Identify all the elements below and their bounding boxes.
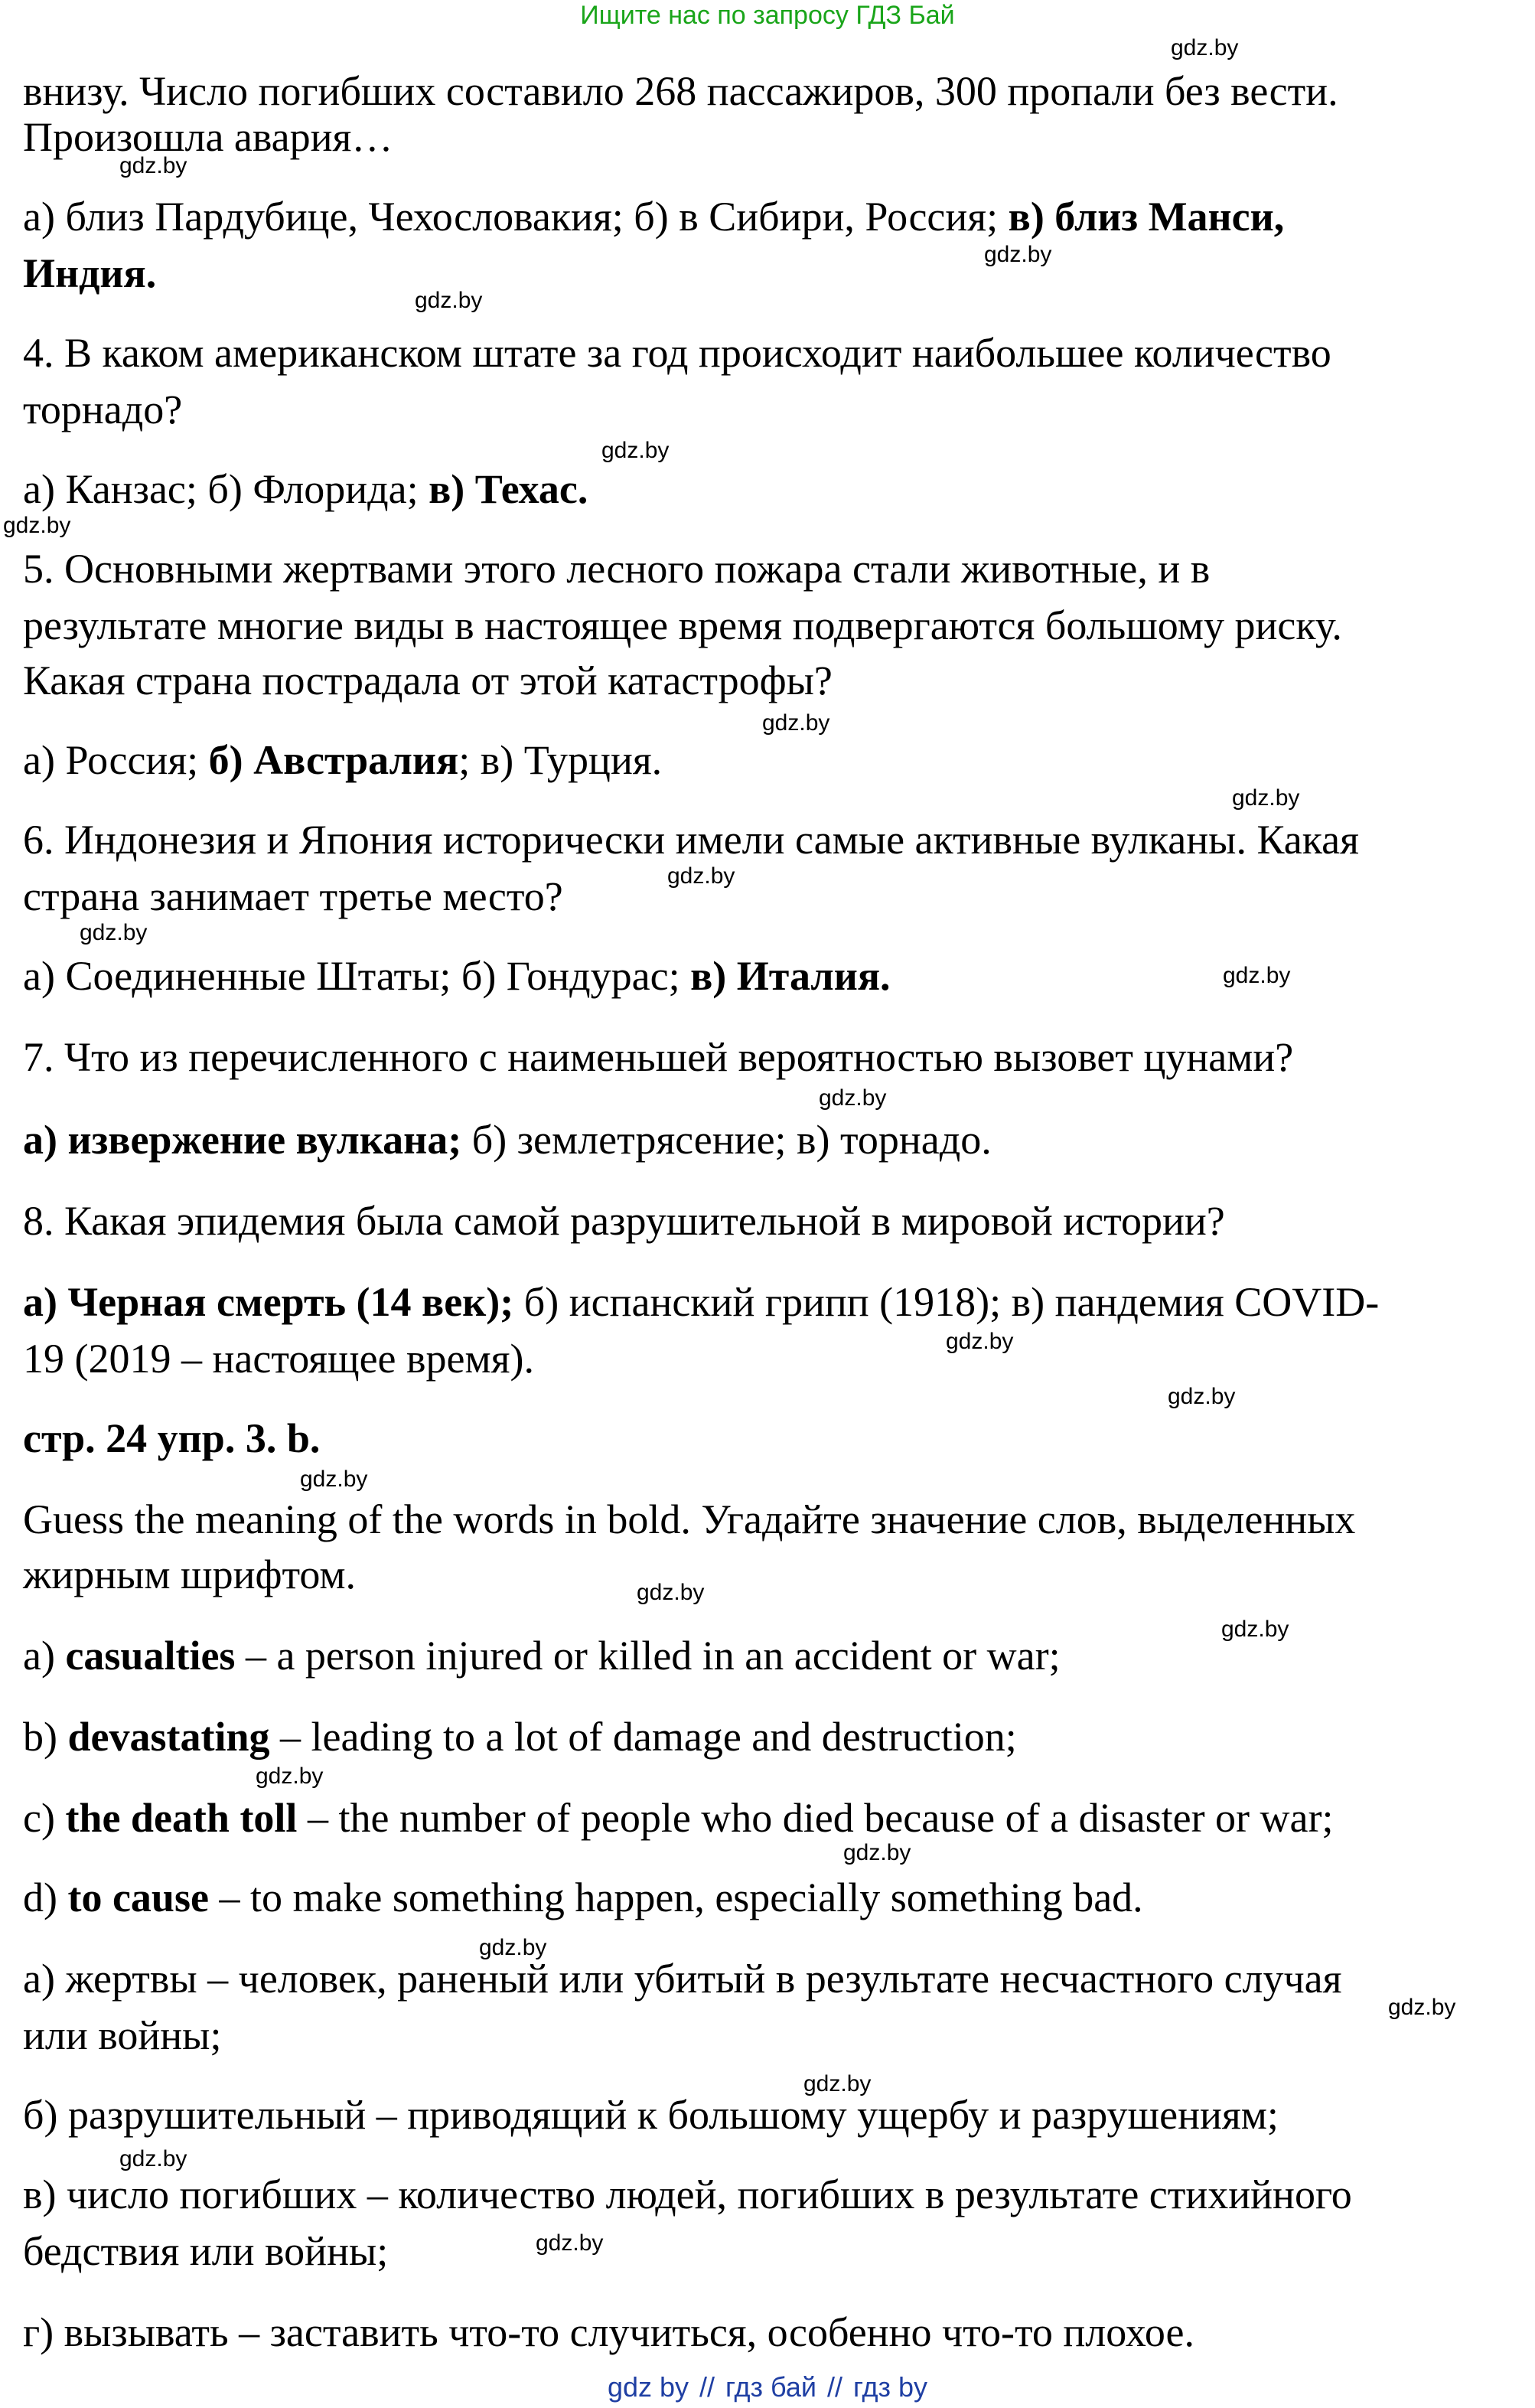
answer-line (23, 188, 1284, 245)
watermark-text: gdz.by (1221, 1617, 1289, 1642)
watermark-text: gdz.by (762, 710, 830, 736)
question-line: результате многие виды в настоящее время подвергаются большому риску. (23, 602, 1342, 648)
answer-line (23, 732, 662, 788)
answer-line (23, 1274, 1379, 1330)
defined-term: casualties (65, 1633, 236, 1679)
correct-answer: а) извержение вулкана; (23, 1117, 462, 1163)
watermark-text: gdz.by (80, 920, 148, 945)
answer-options: б) испанский грипп (1918); в) пандемия COVID- (513, 1279, 1380, 1325)
correct-answer: в) Техас. (429, 466, 588, 512)
question-line: страна занимает третье место? (23, 873, 563, 919)
watermark-text: gdz.by (803, 2071, 872, 2096)
correct-answer: в) Италия. (690, 953, 891, 999)
watermark-text: gdz.by (1171, 35, 1239, 60)
watermark-text: gdz.by (479, 1935, 547, 1960)
definition-text: – the number of people who died because of a disaster or war; (297, 1795, 1334, 1841)
definition-marker: a) (23, 1633, 66, 1679)
watermark-text: gdz.by (300, 1467, 368, 1492)
answer-options: а) Соединенные Штаты; б) Гондурас; (23, 953, 691, 999)
watermark-text: gdz.by (843, 1840, 911, 1865)
question-line: 5. Основными жертвами этого лесного пожара стали животные, и в (23, 546, 1211, 592)
task-line: Guess the meaning of the words in bold. Угадайте значение слов, выделенных (23, 1496, 1356, 1542)
answer-line (23, 461, 588, 517)
definition-text: – leading to a lot of damage and destruction; (269, 1714, 1017, 1760)
question-line: торнадо? (23, 387, 183, 432)
watermark-text: gdz.by (1232, 785, 1300, 811)
definition-marker: c) (23, 1795, 66, 1841)
definition-line (23, 1869, 1143, 1926)
translation-line: в) число погибших – количество людей, погибших в результате стихийного (23, 2171, 1352, 2217)
answer-options: а) близ Пардубице, Чехословакия; б) в Сибири, Россия; (23, 194, 1009, 240)
definition-marker: d) (23, 1875, 68, 1920)
translation-line: а) жертвы – человек, раненый или убитый в результате несчастного случая (23, 1956, 1342, 2002)
watermark-text: gdz.by (1168, 1384, 1236, 1409)
site-header-banner[interactable]: Ищите нас по запросу ГДЗ Бай (580, 1, 955, 30)
definition-line (23, 1627, 1061, 1684)
question-line: 8. Какая эпидемия была самой разрушительной в мировой истории? (23, 1198, 1225, 1244)
answer-options: ; в) Турция. (458, 737, 663, 783)
definition-text: – to make something happen, especially something bad. (208, 1875, 1143, 1920)
watermark-text: gdz.by (1388, 1995, 1456, 2020)
translation-line: бедствия или войны; (23, 2228, 389, 2274)
exercise-heading: стр. 24 упр. 3. b. (23, 1415, 321, 1461)
question-line: 7. Что из перечисленного с наименьшей вероятностью вызовет цунами? (23, 1034, 1294, 1080)
watermark-text: gdz.by (601, 438, 670, 463)
definition-line (23, 1790, 1334, 1846)
defined-term: to cause (67, 1875, 209, 1920)
translation-line: г) вызывать – заставить что-то случиться, особенно что-то плохое. (23, 2309, 1194, 2355)
watermark-text: gdz.by (984, 242, 1052, 267)
definition-text: – a person injured or killed in an accident or war; (235, 1633, 1061, 1679)
defined-term: devastating (67, 1714, 270, 1760)
answer-line (23, 948, 891, 1004)
translation-line: или войны; (23, 2012, 222, 2058)
footer-separator: // (826, 2371, 842, 2403)
correct-answer: Индия. (23, 250, 157, 296)
text-line: Произошла авария… (23, 114, 393, 160)
task-line: жирным шрифтом. (23, 1551, 357, 1597)
watermark-text: gdz.by (637, 1580, 705, 1605)
watermark-text: gdz.by (946, 1329, 1014, 1354)
watermark-text: gdz.by (256, 1764, 324, 1789)
watermark-text: gdz.by (667, 863, 735, 889)
footer-link-gdz-by-mixed[interactable]: гдз by (853, 2371, 928, 2403)
translation-line: б) разрушительный – приводящий к большому ущербу и разрушениям; (23, 2092, 1279, 2138)
answer-options: а) Россия; (23, 737, 209, 783)
answer-options: б) землетрясение; в) торнадо. (461, 1117, 992, 1163)
question-line: Какая страна пострадала от этой катастрофы? (23, 657, 833, 703)
watermark-text: gdz.by (119, 153, 187, 178)
watermark-text: gdz.by (819, 1085, 887, 1111)
watermark-text: gdz.by (3, 513, 71, 538)
correct-answer: в) близ Манси, (1008, 194, 1285, 240)
correct-answer: а) Черная смерть (14 век); (23, 1279, 514, 1325)
watermark-text: gdz.by (536, 2230, 604, 2256)
definition-line (23, 1708, 1017, 1765)
text-line: внизу. Число погибших составило 268 пассажиров, 300 пропали без вести. (23, 68, 1338, 114)
footer-separator: // (699, 2371, 715, 2403)
correct-answer: б) Австралия (208, 737, 459, 783)
answer-options: а) Канзас; б) Флорида; (23, 466, 429, 512)
watermark-text: gdz.by (119, 2146, 187, 2171)
watermark-text: gdz.by (415, 288, 483, 313)
definition-marker: b) (23, 1714, 68, 1760)
defined-term: the death toll (65, 1795, 298, 1841)
footer-link-gdz-by[interactable]: gdz by (607, 2371, 689, 2403)
site-footer (0, 2371, 1535, 2403)
watermark-text: gdz.by (1223, 963, 1291, 988)
question-line: 4. В каком американском штате за год происходит наибольшее количество (23, 330, 1331, 376)
question-line: 6. Индонезия и Япония исторически имели самые активные вулканы. Какая (23, 817, 1359, 863)
answer-line (23, 1111, 992, 1168)
answer-line: 19 (2019 – настоящее время). (23, 1336, 534, 1382)
footer-link-gdz-bai[interactable]: гдз бай (725, 2371, 816, 2403)
